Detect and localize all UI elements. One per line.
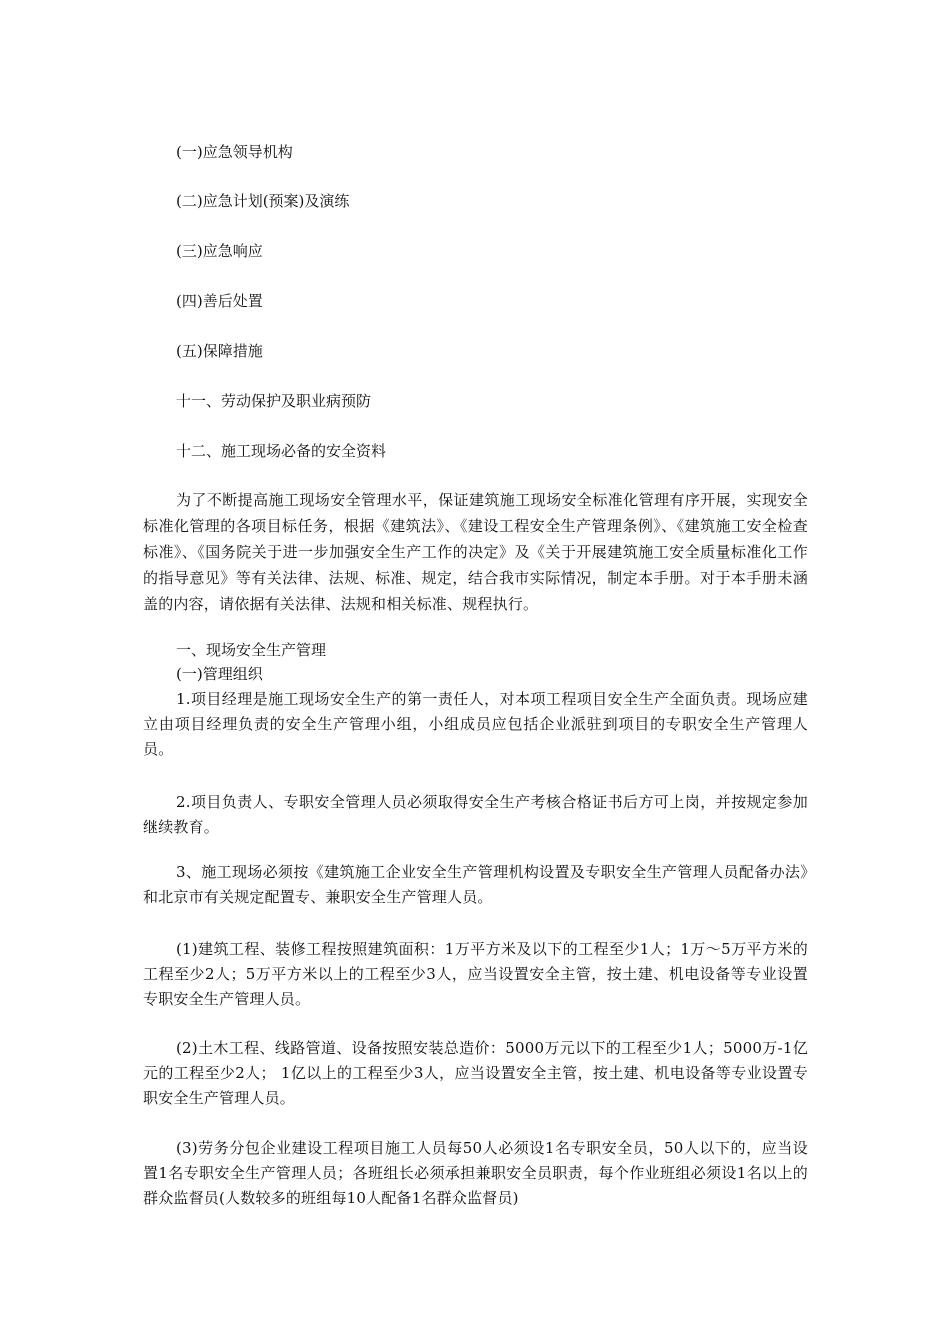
- subsection-title: (一)管理组织: [176, 665, 263, 683]
- outline-item-emergency-plan: (二)应急计划(预案)及演练: [176, 192, 350, 210]
- item-paragraph-1: 1.项目经理是施工现场安全生产的第一责任人，对本项工程项目安全生产全面负责。现场应建立由项目经理负责的安全生产管理小组，小组成员应包括企业派驻到项目的专职安全生产管理人员。: [143, 690, 808, 758]
- intro-paragraph: 为了不断提高施工现场安全管理水平，保证建筑施工现场安全标准化管理有序开展，实现安全标准化管理的各项目标任务，根据《建筑法》、《建设工程安全生产管理条例》、《建筑施工安全检查标准》、《国务院关于进一步加强安全生产工作的决定》及《关于开展建筑施工安全质量标准化工作的指导意见》等有关法律、法规、标准、规定，结合我市实际情况，制定本手册。对于本手册未涵盖的内容，请依据有关法律、法规和相关标准、规程执行。: [143, 491, 808, 613]
- item-paragraph-6: (3)劳务分包企业建设工程项目施工人员每50人必须设1名专职安全员，50人以下的，应当设置1名专职安全生产管理人员；各班组长必须承担兼职安全员职责，每个作业班组必须设1名以上的群众监督员(人数较多的班组每10人配备1名群众监督员): [143, 1139, 808, 1207]
- item-paragraph-5: (2)土木工程、线路管道、设备按照安装总造价：5000万元以下的工程至少1人；5000万-1亿元的工程至少2人； 1亿以上的工程至少3人，应当设置安全主管，按土建、机电设备等专业设置专职安全生产管理人员。: [143, 1039, 808, 1107]
- outline-item-aftermath: (四)善后处置: [176, 292, 263, 310]
- item-paragraph-2: 2.项目负责人、专职安全管理人员必须取得安全生产考核合格证书后方可上岗，并按规定参加继续教育。: [143, 793, 808, 836]
- section-title: 一、现场安全生产管理: [176, 641, 327, 659]
- outline-item-safety-documents: 十二、施工现场必备的安全资料: [176, 442, 387, 460]
- outline-item-safeguards: (五)保障措施: [176, 342, 263, 360]
- outline-item-labor-protection: 十一、劳动保护及职业病预防: [176, 392, 372, 410]
- outline-item-emergency-leadership: (一)应急领导机构: [176, 143, 293, 161]
- item-paragraph-3: 3、施工现场必须按《建筑施工企业安全生产管理机构设置及专职安全生产管理人员配备办法》和北京市有关规定配置专、兼职安全生产管理人员。: [143, 863, 808, 906]
- outline-item-emergency-response: (三)应急响应: [176, 242, 263, 260]
- item-paragraph-4: (1)建筑工程、装修工程按照建筑面积：1万平方米及以下的工程至少1人；1万～5万平方米的工程至少2人；5万平方米以上的工程至少3人，应当设置安全主管，按土建、机电设备等专业设置专职安全生产管理人员。: [143, 940, 808, 1008]
